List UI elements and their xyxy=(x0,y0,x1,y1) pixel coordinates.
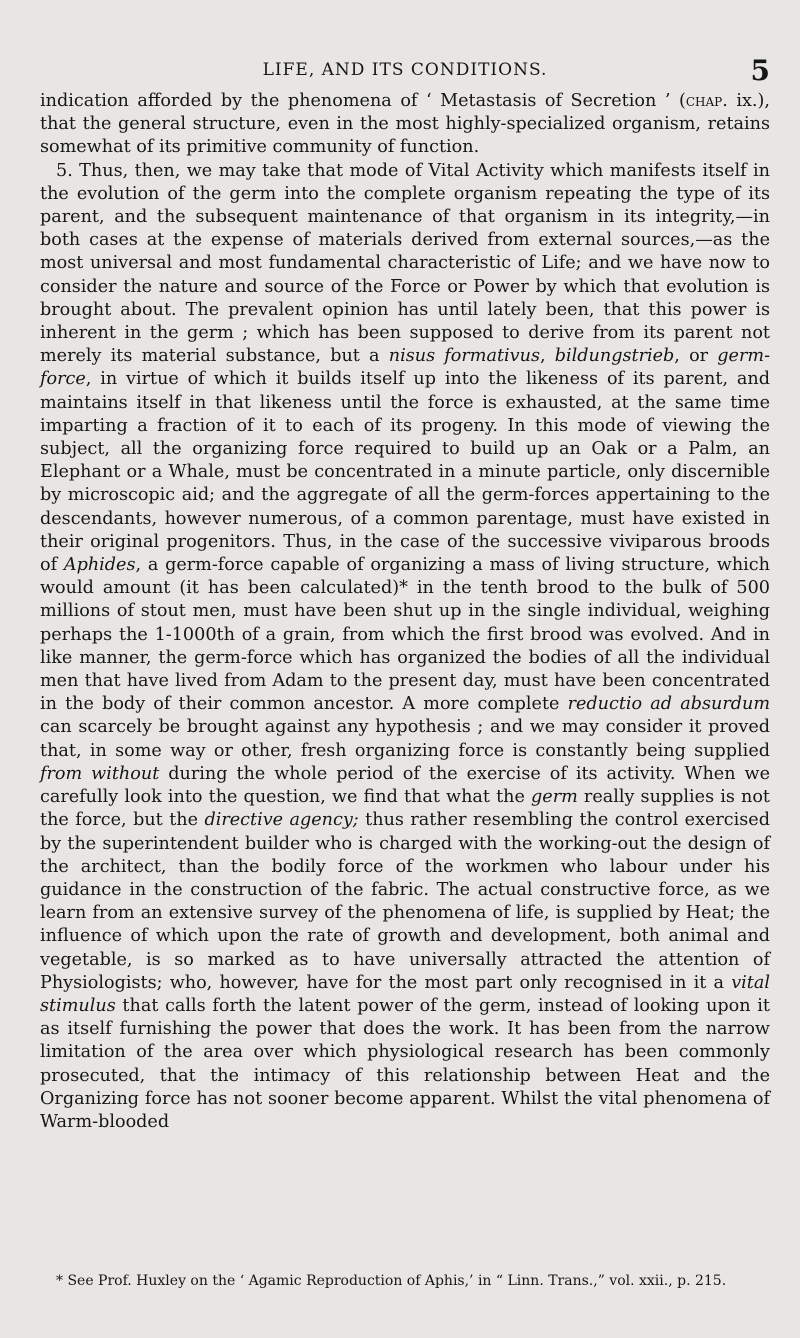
running-head: LIFE, AND ITS CONDITIONS. xyxy=(262,60,548,80)
text-run: , or xyxy=(674,346,718,367)
text-run: during the whole period of the exercise of its activity. When we carefully look into the question, we find that what the xyxy=(40,763,770,808)
italic-term: from without xyxy=(40,763,160,784)
italic-term: vital stimulus xyxy=(40,972,770,1016)
footnote-text: * See Prof. Huxley on the ‘ Agamic Reproduction of Aphis,’ in “ Linn. Trans.,” vol. xxii., p. 215. xyxy=(56,1273,727,1289)
text-run: can scarcely be brought against any hypothesis ; and we may consider it proved that, in some way or other, fresh organizing force is constantly being supplied xyxy=(40,717,770,761)
text-run: thus rather resembling the control exercised by the superintendent builder who is charged with the working-out the design of the architect, than the bodily force of the workmen who labour under his guidance in the construction of the fabric. The actual constructive force, as we learn from an extensive survey of the phenomena of life, is supplied by Heat; the influence of which upon the rate of growth and development, both animal and vegetable, is so marked as to have universally attracted the attention of Physiologists; who, however, have for the most part only recognised in it a xyxy=(40,810,770,993)
body-text xyxy=(40,90,770,1134)
italic-term: reductio ad absurdum xyxy=(567,694,771,715)
italic-term: bildungstrieb xyxy=(554,346,675,367)
text-run: really supplies is not the force, but the xyxy=(40,787,771,831)
text-run: , a germ-force capable of organizing a mass of living structure, which would amount (it has been calculated)* in the tenth brood to the bulk of 500 millions of stout men, must have been shut up in the single individual, weighing perhaps the 1-1000th of a grain, from which the first brood was evolved. And in like manner, the germ-force which has organized the bodies of all the individual men that have lived from Adam to the present day, must have been concentrated in the body of their common ancestor. A more complete xyxy=(40,555,770,715)
small-caps-text: chap. xyxy=(685,91,728,111)
text-run: ix.), that the general structure, even in the most highly-specialized organism, retains somewhat of its primitive community of function. xyxy=(40,91,770,158)
text-run: , xyxy=(539,346,555,367)
text-run: indication afforded by the phenomena of ‘ Metastasis of Secretion ’ ( xyxy=(40,91,686,111)
italic-term: Aphides xyxy=(63,555,136,576)
page-header xyxy=(40,54,770,87)
paragraph-continuation xyxy=(40,90,770,160)
text-run: that calls forth the latent power of the germ, instead of looking upon it as itself furnishing the power that does the work. It has been from the narrow limitation of the area over which physiological research has been commonly prosecuted, that the intimacy of this relationship between Heat and the Organizing force has not sooner become apparent. Whilst the vital phenomena of Warm-blooded xyxy=(40,995,770,1132)
paragraph-5 xyxy=(40,160,770,1135)
italic-term: germ-force xyxy=(40,346,771,390)
italic-term: germ xyxy=(531,787,578,808)
page-number: 5 xyxy=(750,54,770,87)
italic-term: nisus formativus xyxy=(388,346,540,367)
text-run: 5. Thus, then, we may take that mode of Vital Activity which manifests itself in the evolution of the germ into the complete organism repeating the type of its parent, and the subsequent maintenance of that organism in its integrity,—in both cases at the expense of materials derived from external sources,—as the most universal and most fundamental characteristic of Life; and we have now to consider the nature and source of the Force or Power by which that evolution is brought about. The prevalent opinion has until lately been, that this power is inherent in the germ ; which has been supposed to derive from its parent not merely its material substance, but a xyxy=(40,160,770,367)
footnote xyxy=(40,1271,770,1291)
text-run: , in virtue of which it builds itself up into the likeness of its parent, and maintains itself in that likeness until the force is exhausted, at the same time imparting a fraction of it to each of its progeny. In this mode of viewing the subject, all the organizing force required to build up an Oak or a Palm, an Elephant or a Whale, must be concentrated in a minute particle, only discernible by microscopic aid; and the aggregate of all the germ-forces appertaining to the descendants, however numerous, of a common parentage, must have existed in their original progenitors. Thus, in the case of the successive viviparous broods of xyxy=(40,369,770,576)
italic-term: directive agency; xyxy=(204,810,359,831)
